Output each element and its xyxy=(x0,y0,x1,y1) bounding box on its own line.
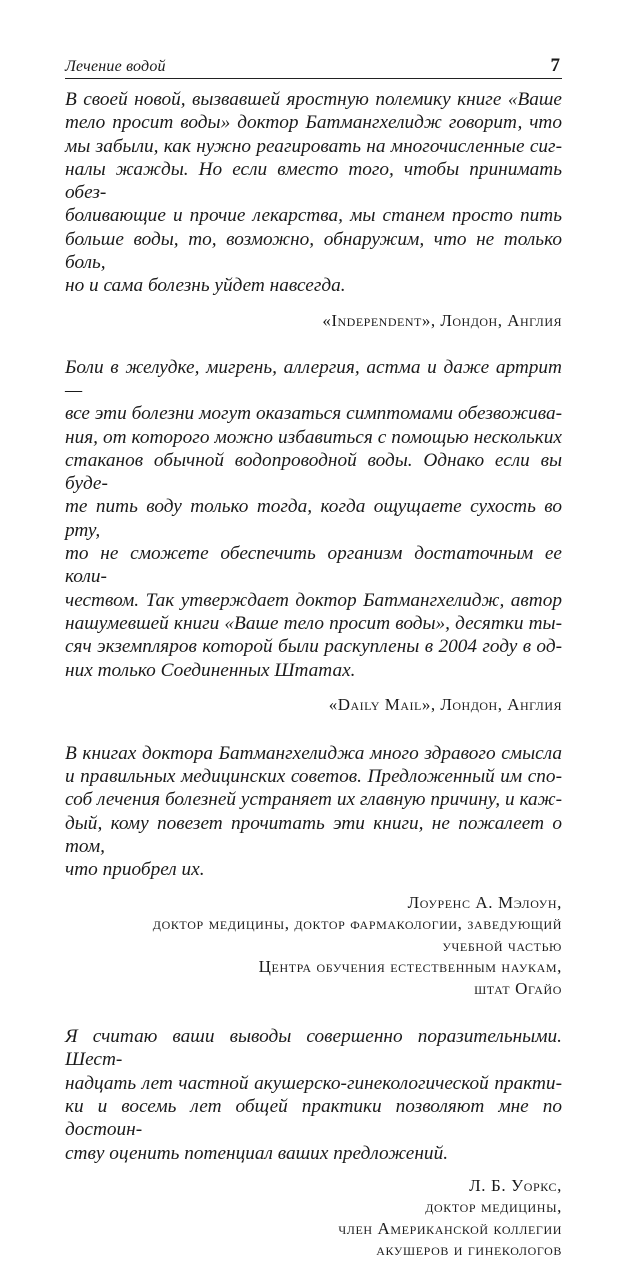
text-line: и правильных медицинских советов. Предложенный им спо- xyxy=(65,766,562,788)
text-line: Я считаю ваши выводы совершенно поразительными. Шест- xyxy=(65,1026,562,1071)
text-line: Боли в желудке, мигрень, аллергия, астма и даже артрит — xyxy=(65,356,562,401)
attribution-line: штат Огайо xyxy=(474,978,562,998)
review-text xyxy=(65,88,562,298)
text-line: ству оценить потенциал ваших предложений. xyxy=(65,1142,449,1164)
text-line: нашумевшей книги «Ваше тело просит воды», десятки ты- xyxy=(65,612,562,634)
text-line: мы забыли, как нужно реагировать на многочисленные сиг- xyxy=(65,135,562,157)
review-text xyxy=(65,356,562,682)
page-body xyxy=(65,88,562,1261)
text-line: больше воды, то, возможно, обнаружим, что не только боль, xyxy=(65,228,562,274)
text-line: дый, кому повезет прочитать эти книги, не пожалеет о том, xyxy=(65,812,562,858)
attribution-line: доктор медицины, доктор фармакологии, заведующий xyxy=(152,914,562,934)
text-line: сяч экземпляров которой были раскуплены в 2004 году в од- xyxy=(65,636,562,658)
text-line: них только Соединенных Штатах. xyxy=(65,659,356,681)
text-line: что приобрел их. xyxy=(65,859,205,881)
text-line: ния, от которого можно избавиться с помощью нескольких xyxy=(65,426,562,448)
attribution-line: доктор медицины, xyxy=(425,1197,562,1217)
review-works xyxy=(65,1025,562,1261)
attribution-line: член Американской коллегии xyxy=(338,1218,562,1238)
attribution-line: Лоуренс А. Мэлоун, xyxy=(407,892,562,912)
review-attribution xyxy=(65,1175,562,1261)
review-source: «Daily Mail», Лондон, Англия xyxy=(328,694,562,714)
review-text xyxy=(65,742,562,882)
text-line: то не сможете обеспечить организм достаточным ее коли- xyxy=(65,543,562,588)
review-source: «Independent», Лондон, Англия xyxy=(322,310,562,330)
attribution-line: акушеров и гинекологов xyxy=(376,1240,562,1260)
page-number: 7 xyxy=(550,55,560,76)
text-line: надцать лет частной акушерско-гинекологической практи- xyxy=(65,1072,562,1094)
review-attribution xyxy=(65,892,562,1000)
text-line: чеством. Так утверждает доктор Батмангхелидж, автор xyxy=(65,589,562,611)
text-line: соб лечения болезней устраняет их главную причину, и каж- xyxy=(65,789,562,811)
running-title: Лечение водой xyxy=(65,58,166,75)
text-line: те пить воду только тогда, когда ощущаете сухость во рту, xyxy=(65,496,562,541)
review-daily-mail xyxy=(65,356,562,716)
review-malone xyxy=(65,742,562,999)
text-line: ки и восемь лет общей практики позволяют мне по достоин- xyxy=(65,1096,562,1141)
text-line: В своей новой, вызвавшей яростную полемику книге «Ваше xyxy=(65,89,562,110)
attribution-line: Центра обучения естественным наукам, xyxy=(258,957,562,977)
attribution-line: Л. Б. Уоркс, xyxy=(469,1175,562,1195)
text-line: все эти болезни могут оказаться симптомами обезвожива- xyxy=(65,403,562,425)
attribution-line: учебной частью xyxy=(442,935,562,955)
text-line: боливающие и прочие лекарства, мы станем просто пить xyxy=(65,205,562,227)
running-header xyxy=(65,54,562,79)
review-independent xyxy=(65,88,562,332)
text-line: В книгах доктора Батмангхелиджа много здравого смысла xyxy=(65,742,562,764)
review-text xyxy=(65,1025,562,1165)
text-line: стаканов обычной водопроводной воды. Однако если вы буде- xyxy=(65,449,562,495)
text-line: налы жажды. Но если вместо того, чтобы принимать обез- xyxy=(65,158,562,204)
text-line: тело просит воды» доктор Батмангхелидж говорит, что xyxy=(65,112,562,134)
text-line: но и сама болезнь уйдет навсегда. xyxy=(65,275,346,297)
